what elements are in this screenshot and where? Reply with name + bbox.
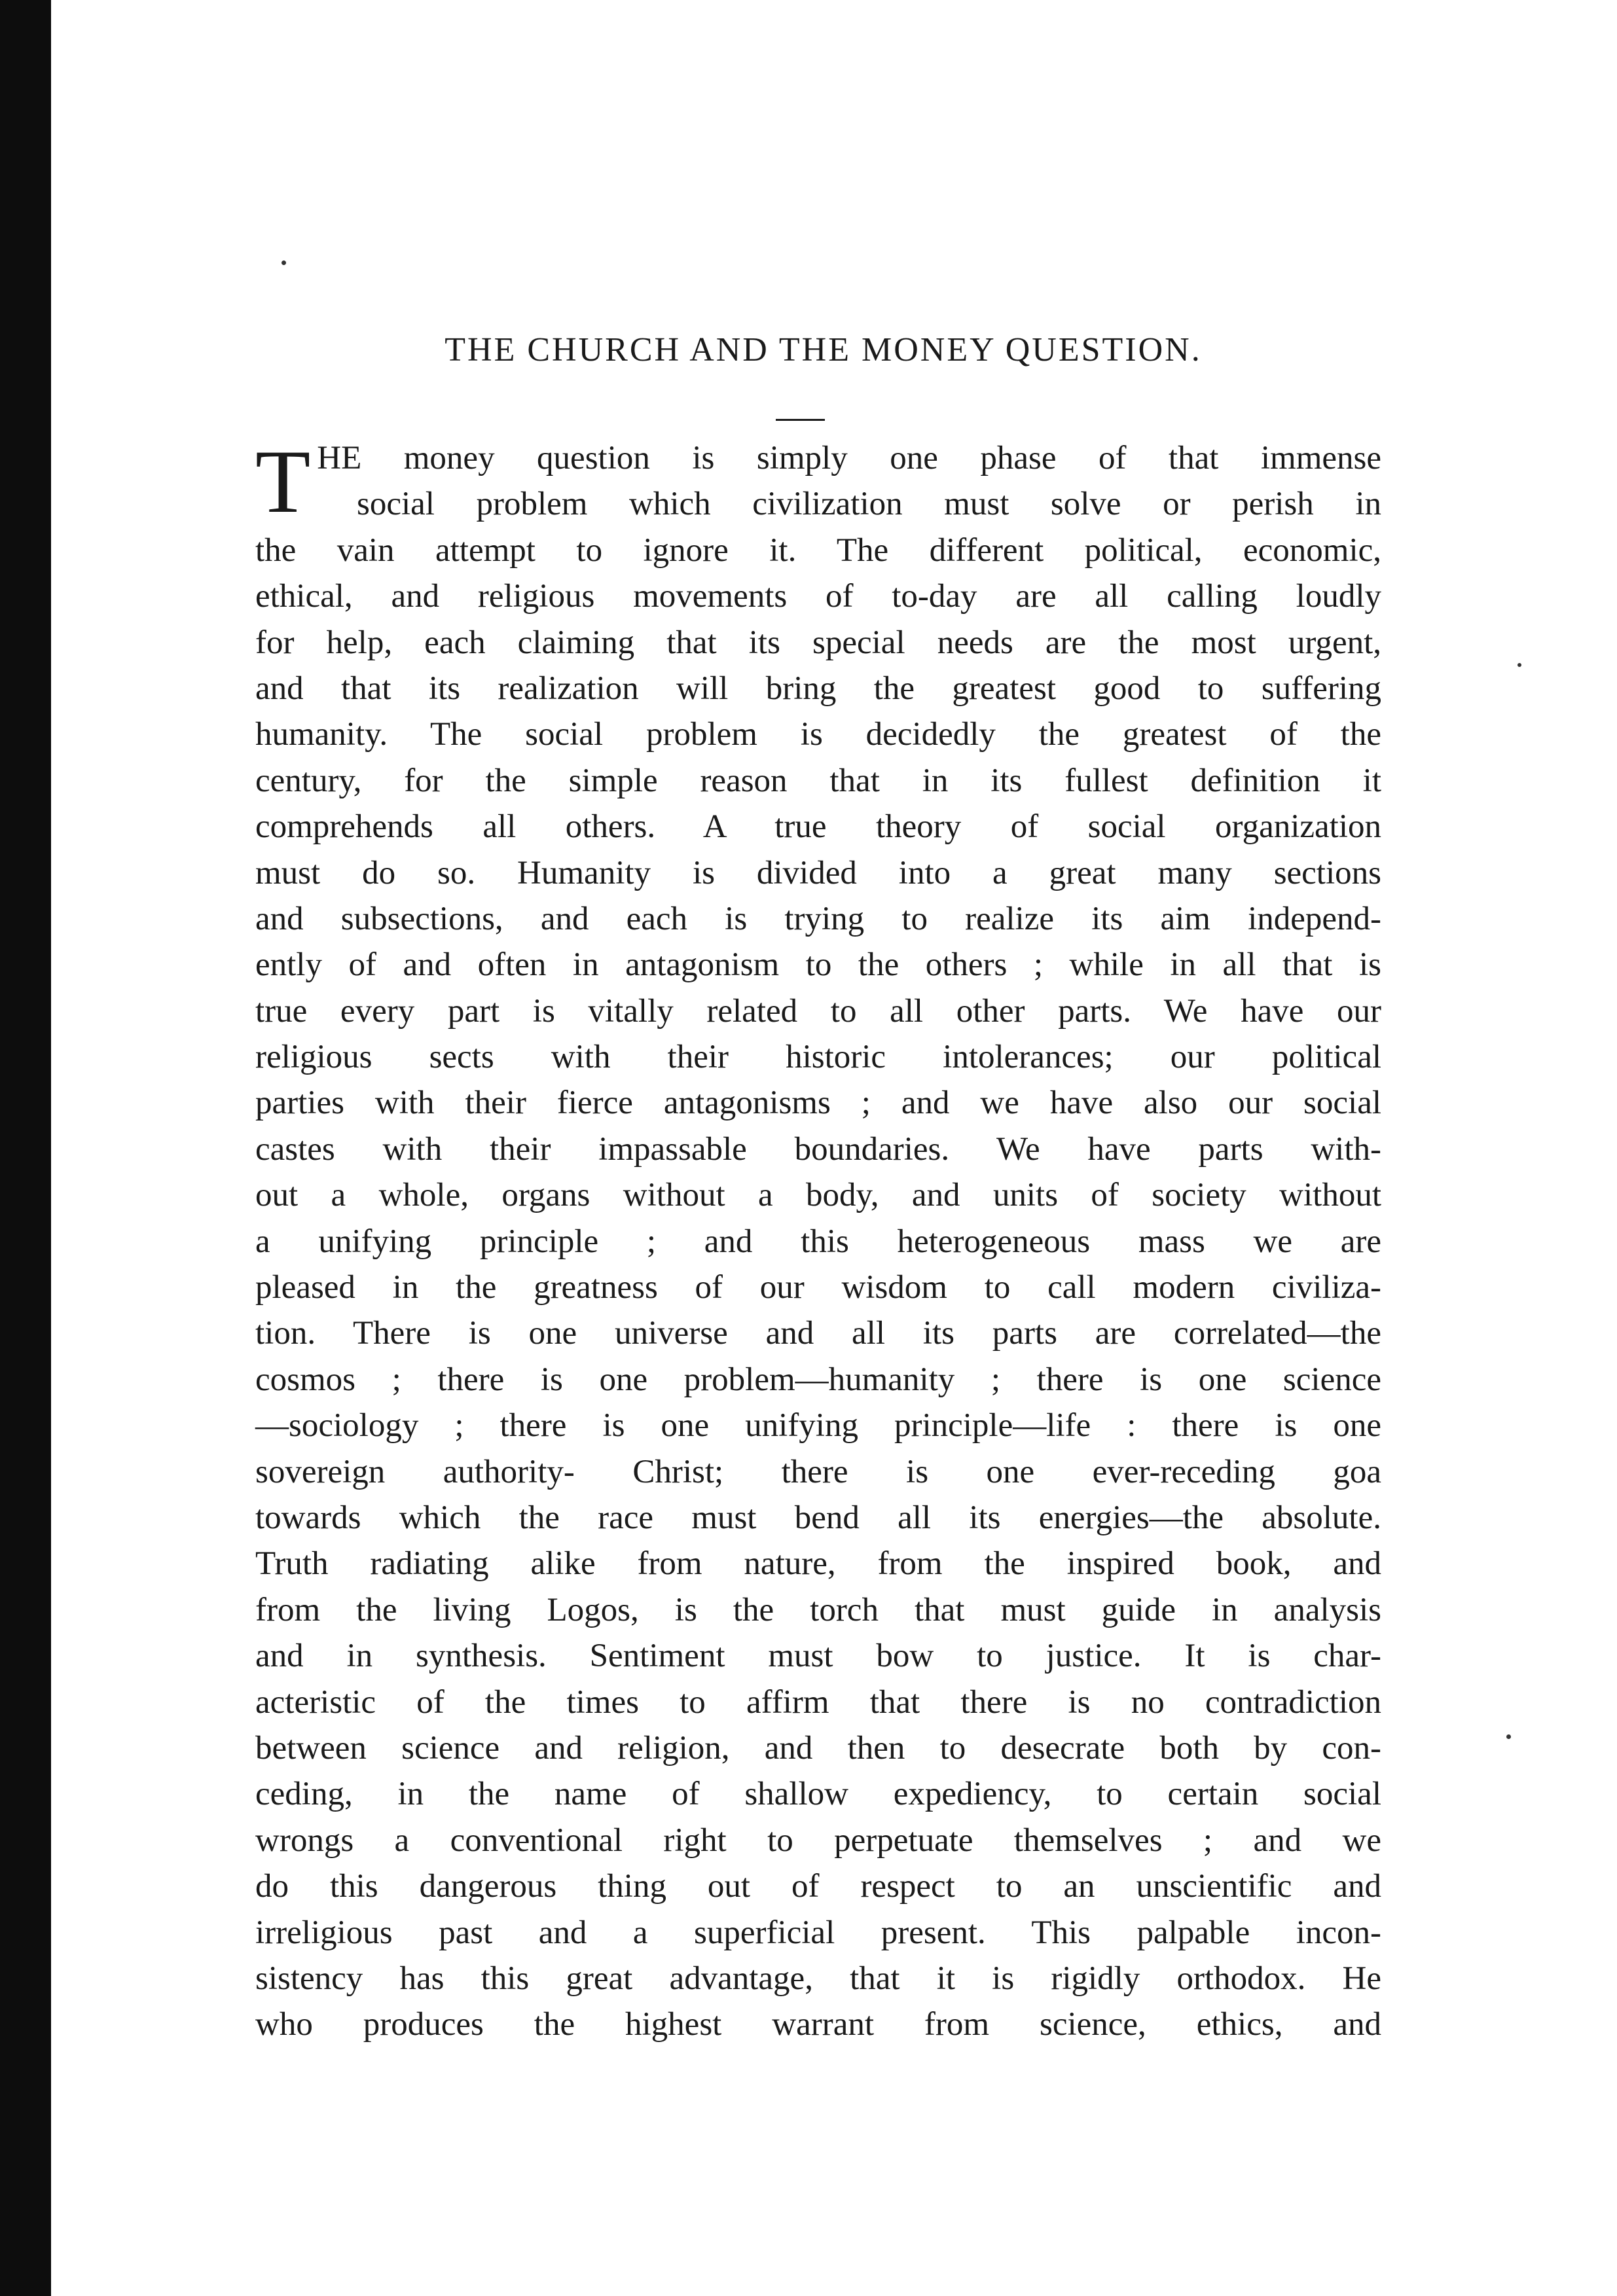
text-line: towards which the race must bend all its energies—the absolute. [255, 1499, 1381, 1536]
text-line: religious sects with their historic intolerances; our political [255, 1039, 1381, 1076]
text-line: parties with their fierce antagonisms ; and we have also our social [255, 1085, 1381, 1122]
text-line: and that its realization will bring the greatest good to suffering [255, 670, 1381, 707]
text-line: ethical, and religious movements of to-day are all calling loudly [255, 578, 1381, 615]
text-line: —sociology ; there is one unifying principle—life : there is one [255, 1407, 1381, 1444]
text-line: sistency has this great advantage, that it is rigidly orthodox. He [255, 1960, 1381, 1997]
body-text [255, 431, 1381, 2048]
text-line: a unifying principle ; and this heterogeneous mass we are [255, 1223, 1381, 1260]
drop-cap: T [255, 431, 311, 531]
text-line: ently of and often in antagonism to the others ; while in all that is [255, 946, 1381, 984]
ink-speck [1517, 663, 1521, 667]
text-line: wrongs a conventional right to perpetuate themselves ; and we [255, 1821, 1381, 1859]
text-line: tion. There is one universe and all its parts are correlated—the [255, 1315, 1381, 1352]
text-line: true every part is vitally related to all other parts. We have our [255, 992, 1381, 1030]
text-line: must do so. Humanity is divided into a great many sections [255, 854, 1381, 891]
text-line: HE money question is simply one phase of that immense [317, 440, 1381, 476]
text-line: between science and religion, and then to desecrate both by con- [255, 1729, 1381, 1767]
text-line: the vain attempt to ignore it. The different political, economic, [255, 531, 1381, 569]
text-line: sovereign authority- Christ; there is one ever-receding goa [255, 1453, 1381, 1490]
text-line: cosmos ; there is one problem—humanity ; there is one science [255, 1361, 1381, 1398]
text-line: from the living Logos, is the torch that must guide in analysis [255, 1591, 1381, 1628]
ink-speck [1506, 1734, 1511, 1739]
text-line: do this dangerous thing out of respect to an unscientific and [255, 1868, 1381, 1905]
text-line: and in synthesis. Sentiment must bow to justice. It is char- [255, 1638, 1381, 1675]
text-line: and subsections, and each is trying to realize its aim independ- [255, 900, 1381, 937]
text-line: out a whole, organs without a body, and units of society without [255, 1177, 1381, 1214]
text-line: humanity. The social problem is decidedly the greatest of the [255, 716, 1381, 753]
text-line: social problem which civilization must solve or perish in [357, 486, 1381, 523]
text-line: pleased in the greatness of our wisdom to call modern civiliza- [255, 1269, 1381, 1306]
text-line: for help, each claiming that its special needs are the most urgent, [255, 624, 1381, 661]
page-edge-shadow [0, 0, 51, 2296]
text-line: castes with their impassable boundaries. We have parts with- [255, 1130, 1381, 1168]
text-line: who produces the highest warrant from science, ethics, and [255, 2006, 1381, 2043]
text-line: Truth radiating alike from nature, from the inspired book, and [255, 1545, 1381, 1583]
title-divider [776, 419, 825, 421]
text-line: irreligious past and a superficial present. This palpable incon- [255, 1914, 1381, 1951]
page-title: THE CHURCH AND THE MONEY QUESTION. [445, 331, 1202, 368]
ink-speck [282, 260, 286, 265]
text-line: century, for the simple reason that in its fullest definition it [255, 762, 1381, 799]
text-line: ceding, in the name of shallow expediency, to certain social [255, 1776, 1381, 1813]
text-line: comprehends all others. A true theory of social organization [255, 808, 1381, 846]
text-line: acteristic of the times to affirm that there is no contradiction [255, 1683, 1381, 1721]
